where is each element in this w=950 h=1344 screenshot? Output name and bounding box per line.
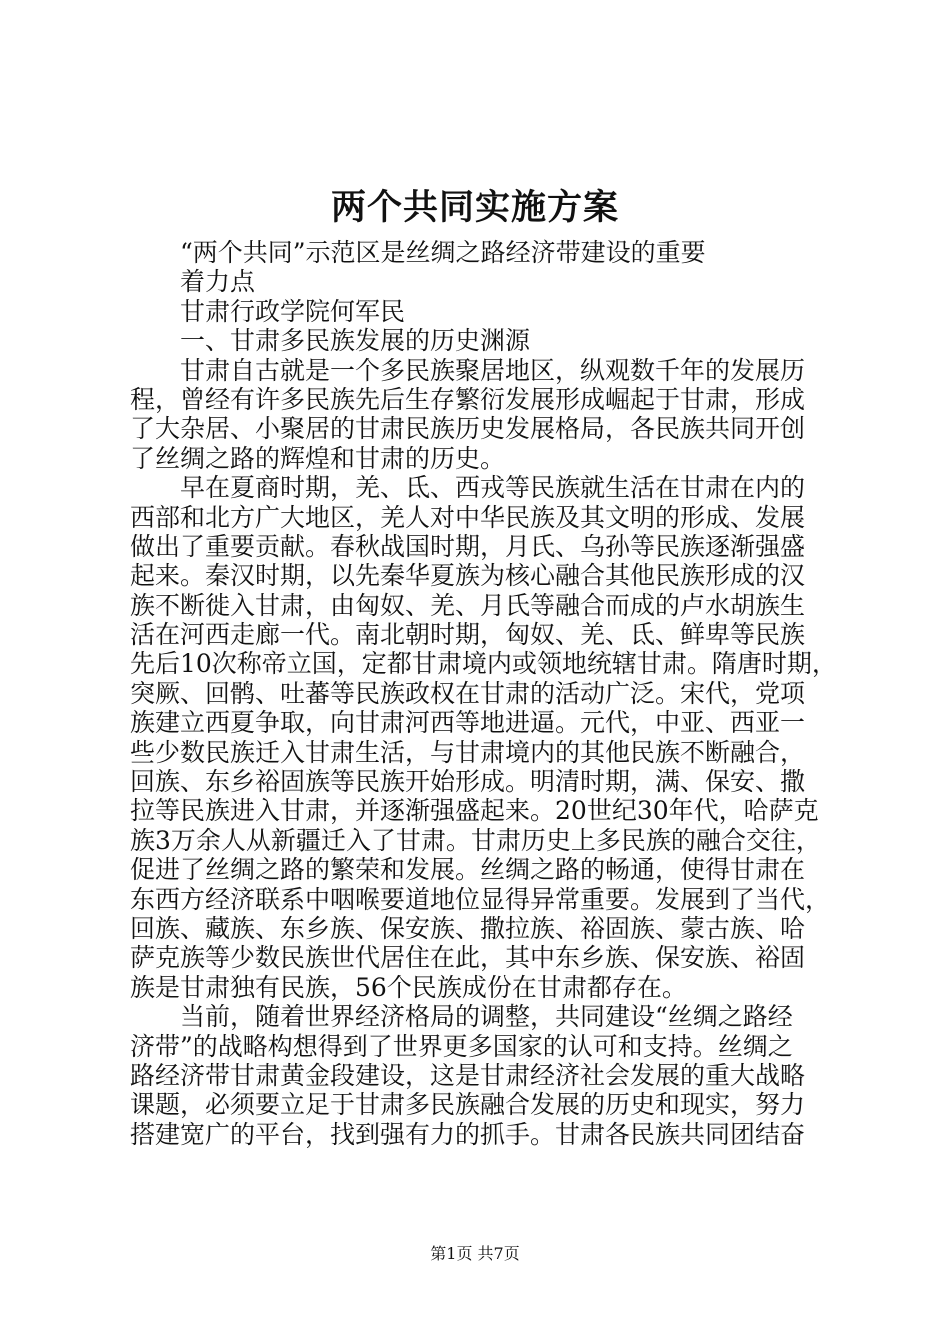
text-line: 甘肃行政学院何军民 (180, 296, 406, 326)
document-title: 两个共同实施方案 (330, 187, 619, 228)
text-line: 起来。秦汉时期，以先秦华夏族为核心融合其他民族形成的汉 (130, 561, 806, 591)
document-body (130, 238, 837, 1149)
text-line: 程，曾经有许多民族先后生存繁衍发展形成崛起于甘肃，形成 (130, 384, 806, 414)
text-line: 早在夏商时期，羌、氐、西戎等民族就生活在甘肃在内的 (180, 473, 806, 503)
text-line: 萨克族等少数民族世代居住在此，其中东乡族、保安族、裕固 (130, 943, 806, 973)
text-line: 搭建宽广的平台，找到强有力的抓手。甘肃各民族共同团结奋 (130, 1119, 806, 1149)
text-line: 了大杂居、小聚居的甘肃民族历史发展格局，各民族共同开创 (130, 414, 806, 444)
text-line: 促进了丝绸之路的繁荣和发展。丝绸之路的畅通，使得甘肃在 (130, 855, 806, 885)
text-line: 当前，随着世界经济格局的调整，共同建设“丝绸之路经 (180, 1002, 793, 1032)
text-line: 族3万余人从新疆迁入了甘肃。甘肃历史上多民族的融合交往， (130, 825, 821, 855)
text-line: 东西方经济联系中咽喉要道地位显得异常重要。发展到了当代， (130, 884, 831, 914)
page-footer: 第1页 共7页 (430, 1244, 520, 1263)
text-line: 拉等民族进入甘肃，并逐渐强盛起来。20世纪30年代，哈萨克 (130, 796, 819, 826)
text-line: 路经济带甘肃黄金段建设，这是甘肃经济社会发展的重大战略 (130, 1060, 806, 1090)
text-line: “两个共同”示范区是丝绸之路经济带建设的重要 (180, 238, 706, 267)
text-line: 族建立西夏争取，向甘肃河西等地进逼。元代，中亚、西亚一 (130, 708, 806, 738)
text-line: 活在河西走廊一代。南北朝时期，匈奴、羌、氐、鲜卑等民族 (130, 620, 806, 650)
text-line: 回族、东乡裕固族等民族开始形成。明清时期，满、保安、撒 (130, 767, 806, 797)
text-line: 了丝绸之路的辉煌和甘肃的历史。 (130, 443, 506, 473)
text-line: 些少数民族迁入甘肃生活，与甘肃境内的其他民族不断融合， (130, 737, 806, 767)
text-line: 一、甘肃多民族发展的历史渊源 (180, 326, 531, 356)
text-line: 族是甘肃独有民族，56个民族成份在甘肃都存在。 (130, 972, 687, 1002)
text-line: 课题，必须要立足于甘肃多民族融合发展的历史和现实，努力 (130, 1090, 806, 1120)
text-line: 甘肃自古就是一个多民族聚居地区，纵观数千年的发展历 (180, 355, 806, 385)
text-line: 济带”的战略构想得到了世界更多国家的认可和支持。丝绸之 (130, 1031, 793, 1061)
text-line: 回族、藏族、东乡族、保安族、撒拉族、裕固族、蒙古族、哈 (130, 913, 806, 943)
text-line: 先后10次称帝立国，定都甘肃境内或领地统辖甘肃。隋唐时期， (130, 649, 837, 679)
text-line: 着力点 (180, 267, 256, 297)
text-line: 西部和北方广大地区，羌人对中华民族及其文明的形成、发展 (130, 502, 806, 532)
text-line: 突厥、回鹘、吐蕃等民族政权在甘肃的活动广泛。宋代，党项 (130, 678, 806, 708)
text-line: 做出了重要贡献。春秋战国时期，月氏、乌孙等民族逐渐强盛 (130, 531, 806, 561)
text-line: 族不断徙入甘肃，由匈奴、羌、月氏等融合而成的卢水胡族生 (130, 590, 806, 620)
